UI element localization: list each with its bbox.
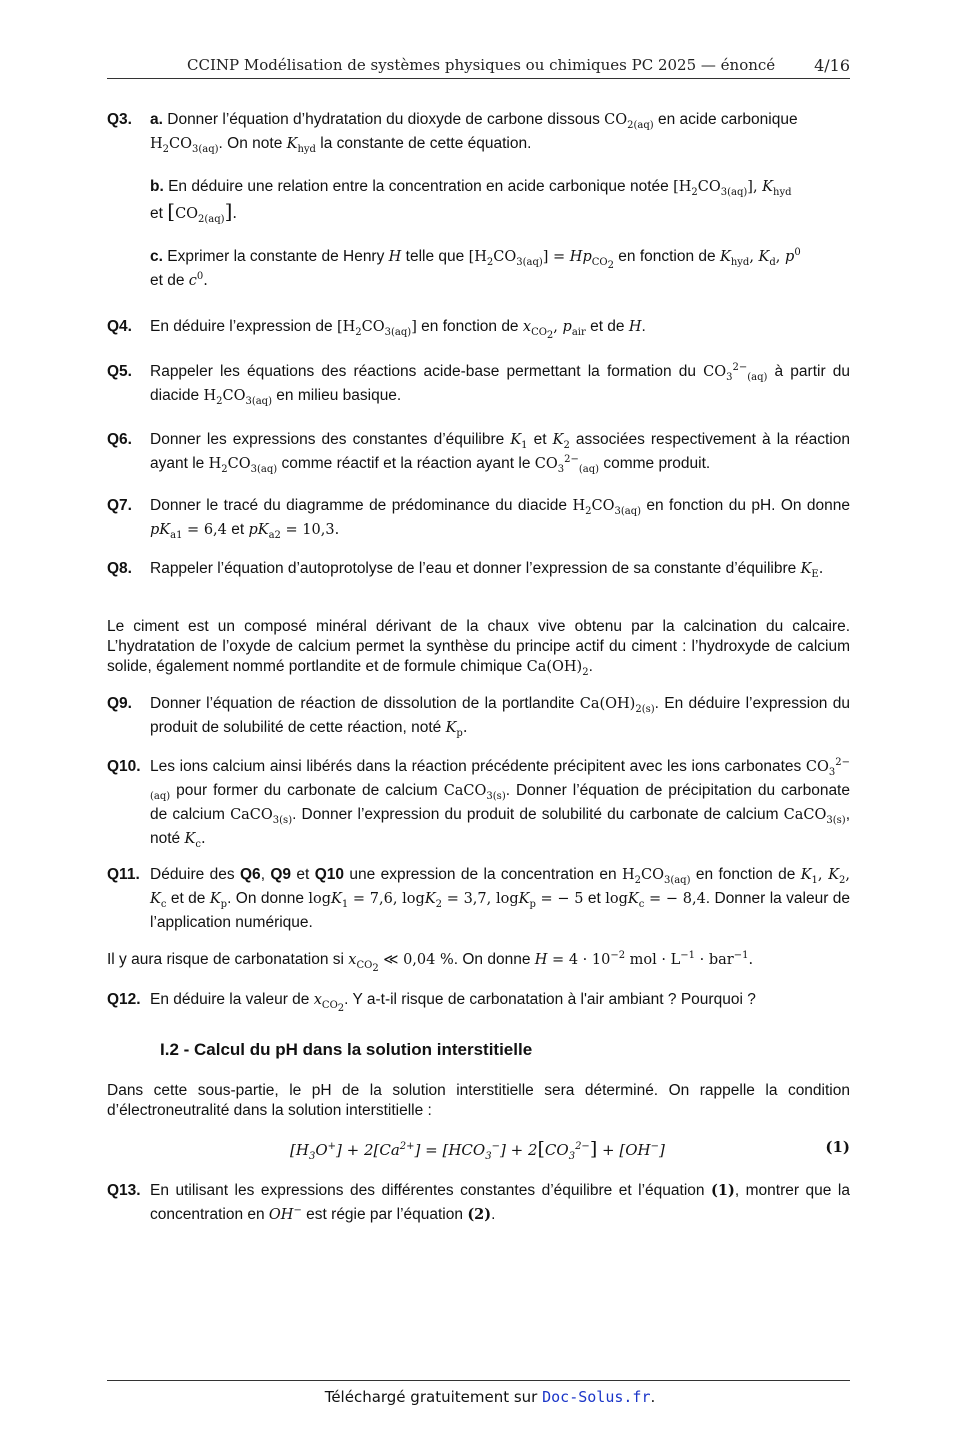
page-footer: Téléchargé gratuitement sur Doc-Solus.fr.	[324, 1388, 656, 1406]
question-label: Q4.	[107, 318, 132, 335]
question-label: Q8.	[107, 560, 132, 577]
question-q13: Q13. En utilisant les expressions des différentes constantes d’équilibre et l’équation (1), montrer que la concentration en OH− est régie par l’équation (2).	[107, 1179, 850, 1227]
question-q8: Q8. Rappeler l’équation d’autoprotolyse de l’eau et donner l’expression de sa constante d’équilibre $K_E$.	[107, 557, 850, 581]
question-label: Q11.	[107, 866, 140, 883]
section-title: I.2 - Calcul du pH dans la solution interstitielle	[160, 1040, 533, 1059]
question-q5: Q5. Rappeler les équations des réactions acide-base permettant la formation du $CO_3^{2-}_{(aq)}$ à partir du diacide $H_2CO_{3(aq)}$ en milieu basique.	[107, 360, 850, 408]
page-number: 4/16	[814, 56, 850, 75]
page-header	[107, 52, 850, 79]
question-label: Q12.	[107, 991, 141, 1008]
question-q7: Q7. Donner le tracé du diagramme de prédominance du diacide $H_2CO_{3(aq)}$ en fonction du pH. On donne $pK_{a1} = 6,4$ et $pK_{a2} = 10,3$.	[107, 494, 850, 542]
header-title: CCINP Modélisation de systèmes physiques ou chimiques PC 2025 — énoncé	[187, 56, 776, 74]
question-q3	[107, 108, 850, 293]
equation-number: (1)	[825, 1138, 850, 1156]
question-q11: Q11. Déduire des Q6, Q9 et Q10 une expression de la concentration en $H_2CO_{3(aq)}$ en fonction de $K_1$, $K_2$, $K_c$ et de $K_p$. On donne logK$_1$ = 7,6, logK$_2$ = 3,7, logK$_p$ = − 5 et logK$_c$ = − 8,4. Donner la valeur de l’application numérique.	[107, 863, 850, 935]
footer-divider	[107, 1380, 850, 1381]
carbonation-risk-text: Il y aura risque de carbonatation si $x_{CO_2}$ ≪ 0,04 %. On donne $H = 4 \cdot 10^{-2}$ mol · $L^{-1} \cdot bar^{-1}$.	[107, 950, 754, 974]
equation-electroneutrality: $[H_3O^+] + 2[Ca^{2+}] = [HCO_3^-] + 2[CO_3^{2-}] + [OH^-]$	[290, 1138, 665, 1162]
footer-text: Téléchargé gratuitement sur	[324, 1388, 538, 1406]
question-q9: Q9. Donner l’équation de réaction de dissolution de la portlandite $Ca(OH)_{2(s)}$. En déduire l’expression du produit de solubilité de cette réaction, noté $K_p$.	[107, 692, 850, 740]
q3-part-c: c. Exprimer la constante de Henry H telle que $[H_2CO_{3(aq)}] = Hp_{CO_2}$ en fonction de $K_{hyd}$, $K_d$, $p^0$ et de $c^0$.	[150, 247, 801, 289]
question-q10: Q10. Les ions calcium ainsi libérés dans la réaction précédente précipitent avec les ions carbonates $CO_3^{2-}_{(aq)}$ pour former du carbonate de calcium CaCO$_{3(s)}$. Donner l’équation de précipitation du carbonate de calcium CaCO$_{3(s)}$. Donner l’expression du produit de solubilité du carbonate de calcium CaCO$_{3(s)}$, noté $K_c$.	[107, 755, 850, 851]
question-q6: Q6. Donner les expressions des constantes d’équilibre $K_1$ et $K_2$ associées respectivement à la réaction ayant le $H_2CO_{3(aq)}$ comme réactif et la réaction ayant le $CO_3^{2-}_{(aq)}$ comme produit.	[107, 428, 850, 476]
question-q12: Q12. En déduire la valeur de $x_{CO_2}$. Y a-t-il risque de carbonatation à l'air ambiant ? Pourquoi ?	[107, 988, 850, 1012]
question-label: Q13.	[107, 1182, 141, 1199]
q3-part-a: a. Donner l’équation d’hydratation du dioxyde de carbone dissous $CO_{2(aq)}$ en acide carbonique $H_2CO_{3(aq)}$. On note $K_{hyd}$ la constante de cette équation.	[150, 111, 798, 155]
question-label: Q6.	[107, 431, 132, 448]
question-label: Q9.	[107, 695, 132, 712]
question-label: Q7.	[107, 497, 132, 514]
section-intro: Dans cette sous-partie, le pH de la solution interstitielle sera déterminé. On rappelle la condition d’électroneutralité dans la solution interstitielle :	[107, 1082, 850, 1119]
question-label: Q10.	[107, 758, 141, 775]
question-q4: Q4. En déduire l’expression de $[H_2CO_{3(aq)}]$ en fonction de $x_{CO_2}$, $p_{air}$ et de H.	[107, 315, 850, 339]
question-label: Q3.	[107, 111, 132, 128]
question-label: Q5.	[107, 363, 132, 380]
q3-part-b: b. En déduire une relation entre la concentration en acide carbonique notée $[H_2CO_{3(aq)}]$, $K_{hyd}$ et $[CO_{2(aq)}]$.	[150, 178, 792, 225]
footer-link[interactable]: Doc-Solus.fr	[542, 1388, 651, 1406]
cement-intro: Le ciment est un composé minéral dérivant de la chaux vive obtenu par la calcination du calcaire. L’hydratation de l’oxyde de calcium permet la synthèse du principe actif du ciment : l’hydroxyde de calcium solide, également nommé portlandite et de formule chimique $Ca(OH)_2$.	[107, 618, 850, 678]
